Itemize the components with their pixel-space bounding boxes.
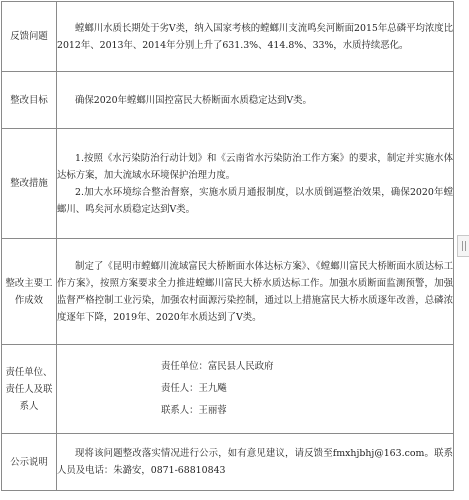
label-rectification-goal: 整改目标 bbox=[2, 72, 57, 129]
measure-item-2: 2.加大水环境综合整治督察，实施水质月通报制度，以水质倒逼整治效果，确保2020年螳螂川、鸣矣河水质稳定达到Ⅴ类。 bbox=[57, 186, 453, 215]
cell-responsibility bbox=[57, 345, 454, 434]
label-rectification-measures: 整改措施 bbox=[2, 129, 57, 239]
row-rectification-measures bbox=[2, 129, 454, 239]
rectification-table bbox=[1, 1, 454, 491]
grip-icon bbox=[462, 241, 466, 251]
label-public-notice: 公示说明 bbox=[2, 434, 57, 491]
text-public-notice: 现将该问题整改落实情况进行公示，如有意见建议，请反馈至fmxhjbhj@163.com。联系人员及电话：朱潞安，0871-68810843 bbox=[57, 434, 454, 491]
text-main-results: 制定了《昆明市螳螂川流域富民大桥断面水体达标方案》、《螳螂川富民大桥断面水质达标工作方案》，按照方案要求全力推进螳螂川富民大桥水质达标工作。加强水质断面监测预警，加强监督严格控制工业污染，加强农村面源污染控制，通过以上措施富民大桥水质逐年改善，总磷浓度逐年下降，2019年、2020年水质达到了Ⅴ类。 bbox=[57, 239, 454, 345]
responsible-person: 责任人：王九飚 bbox=[161, 383, 227, 394]
text-rectification-goal: 确保2020年螳螂川国控富民大桥断面水质稳定达到Ⅴ类。 bbox=[57, 72, 454, 129]
row-public-notice bbox=[2, 434, 454, 491]
row-feedback-issue bbox=[2, 2, 454, 72]
row-responsibility bbox=[2, 345, 454, 434]
contact-person: 联系人：王丽蓉 bbox=[161, 405, 227, 416]
responsibility-block bbox=[57, 356, 453, 422]
row-main-results bbox=[2, 239, 454, 345]
cell-rectification-measures bbox=[57, 129, 454, 239]
side-panel-handle[interactable] bbox=[457, 235, 469, 257]
measure-item-1: 1.按照《水污染防治行动计划》和《云南省水污染防治工作方案》的要求，制定并实施水体达标方案，加大流域水环境保护治理力度。 bbox=[57, 152, 453, 181]
label-main-results: 整改主要工作成效 bbox=[2, 239, 57, 345]
label-responsibility: 责任单位、责任人及联系人 bbox=[2, 345, 57, 434]
text-feedback-issue: 螳螂川水质长期处于劣Ⅴ类，纳入国家考核的螳螂川支流鸣矣河断面2015年总磷平均浓度比2012年、2013年、2014年分别上升了631.3%、414.8%、33%，水质持续恶化。 bbox=[57, 2, 454, 72]
label-feedback-issue: 反馈问题 bbox=[2, 2, 57, 72]
responsible-unit: 责任单位：富民县人民政府 bbox=[161, 361, 274, 372]
row-rectification-goal bbox=[2, 72, 454, 129]
